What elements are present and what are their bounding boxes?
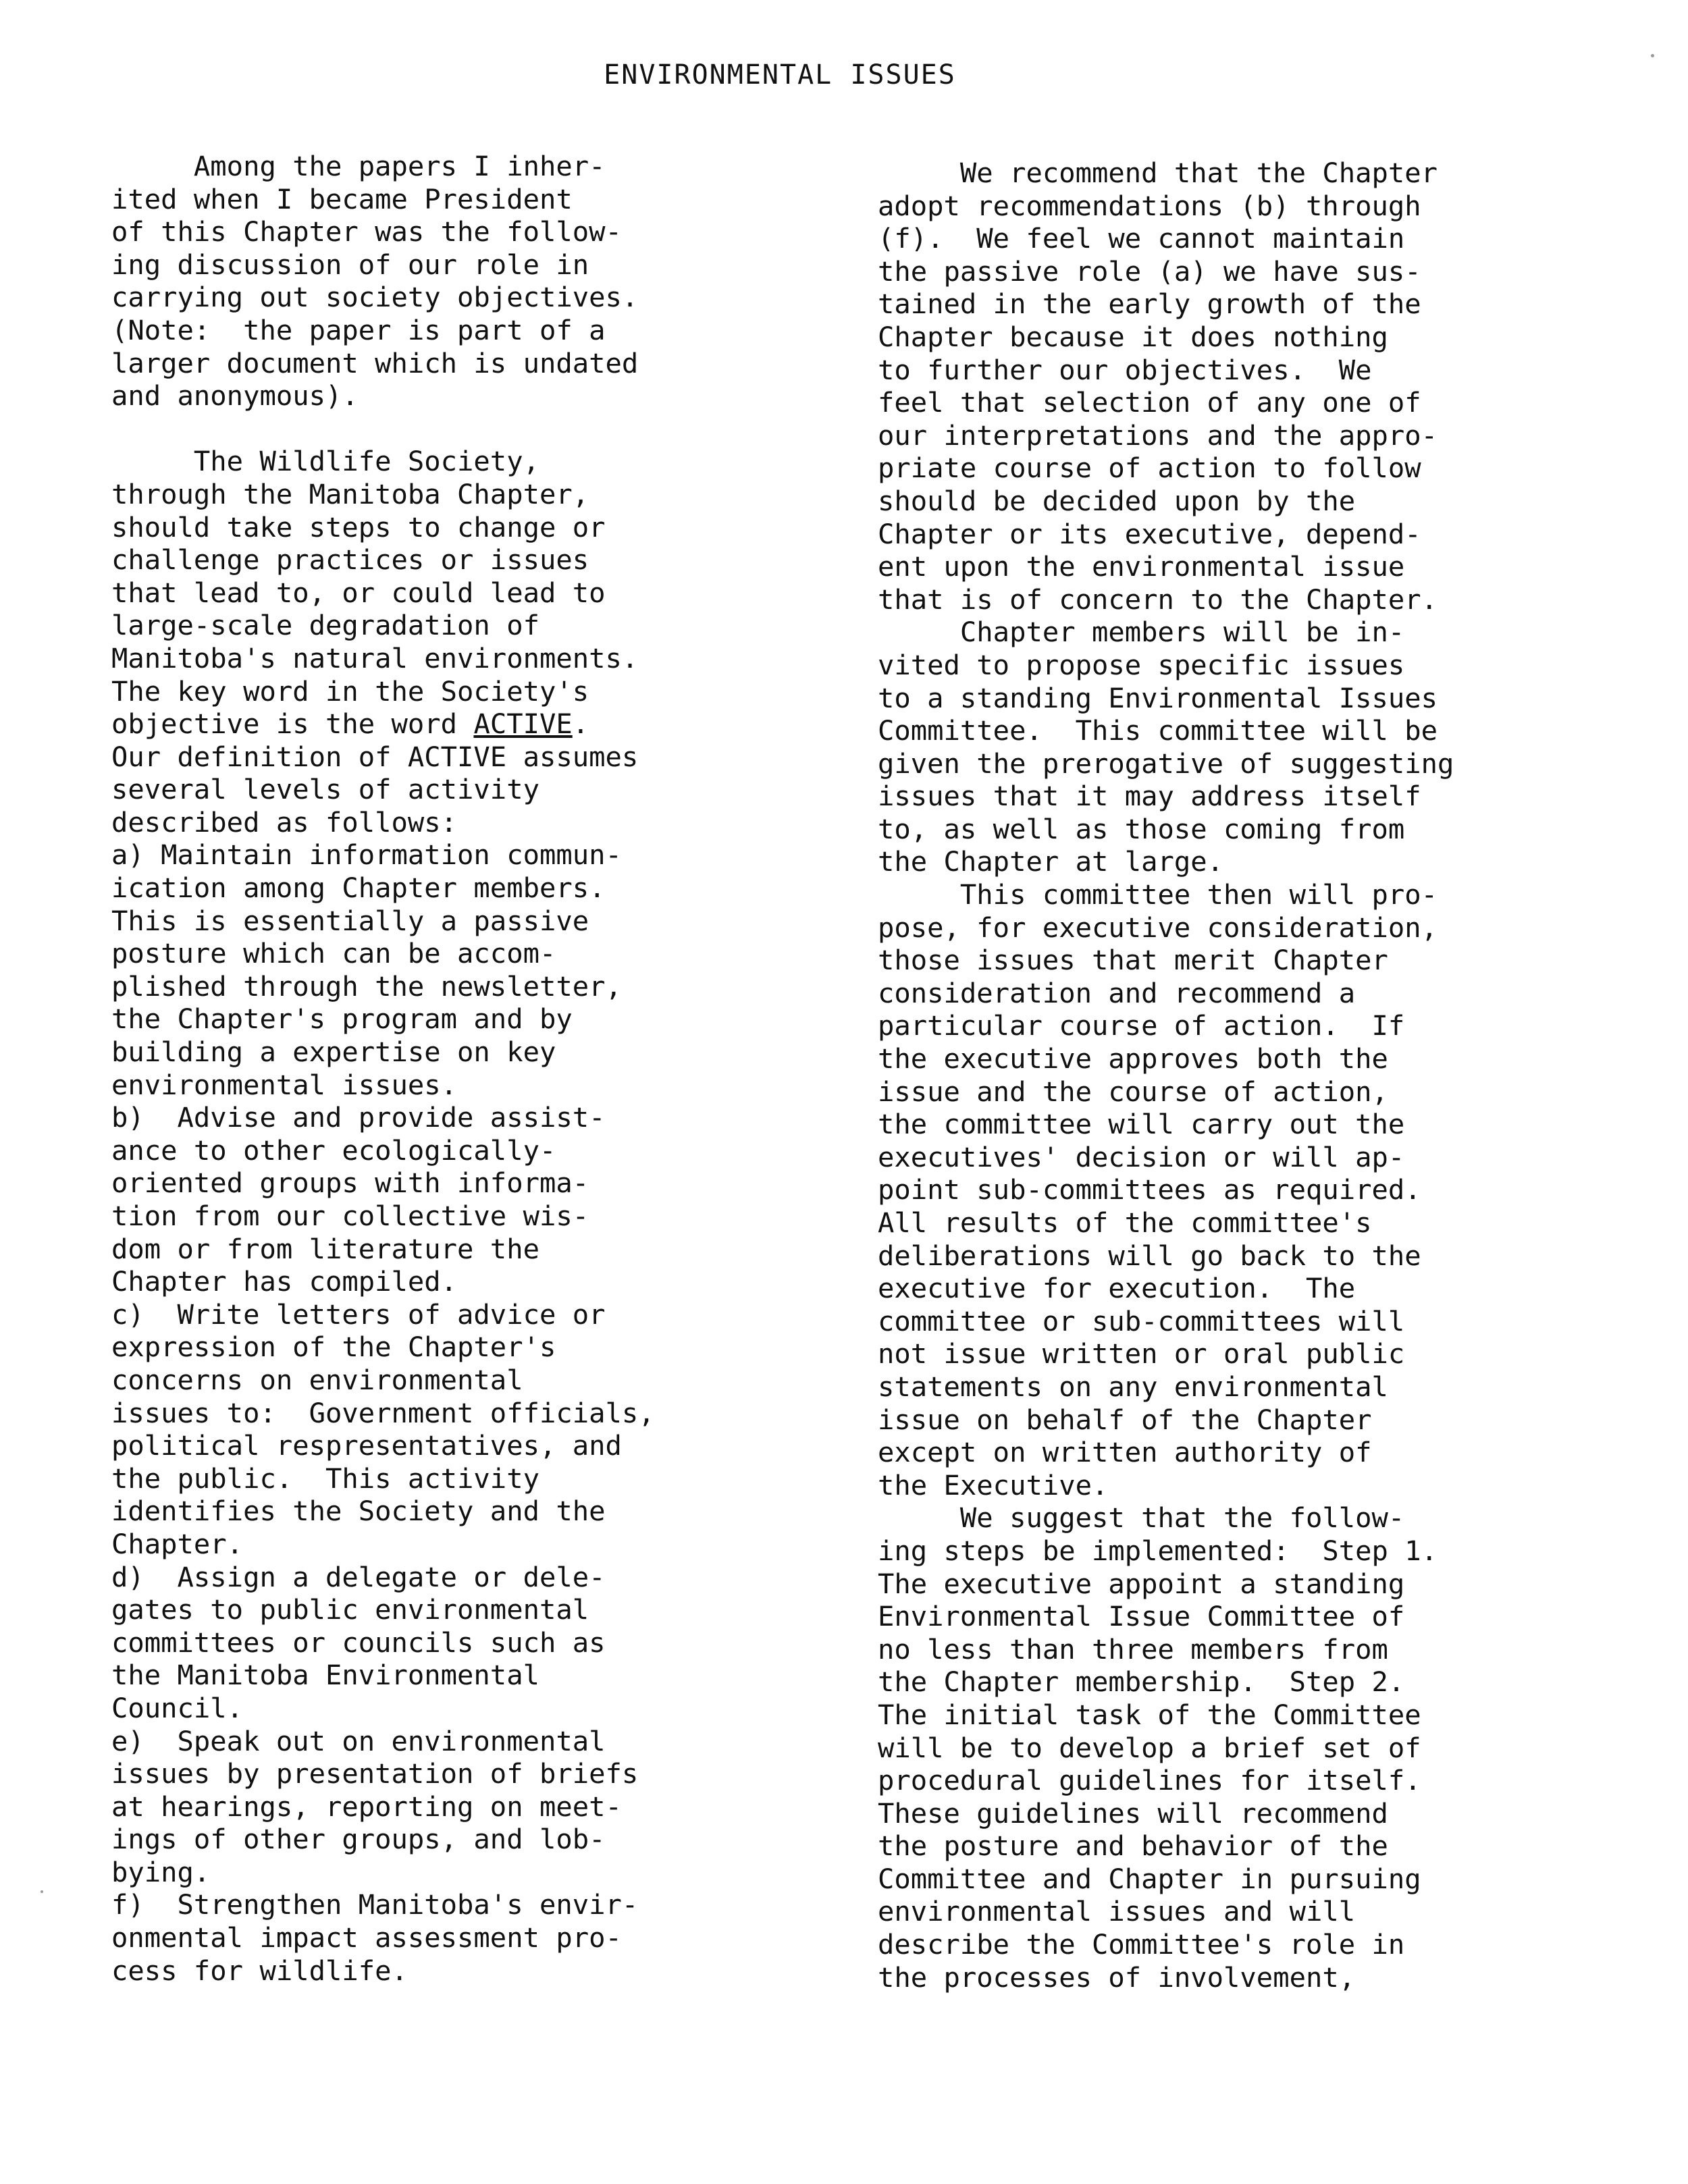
left-column-line: the Manitoba Environmental [111,1659,539,1692]
left-column-line: expression of the Chapter's [111,1331,556,1364]
right-column-line: Chapter because it does nothing [878,320,1388,353]
right-column-line: This committee then will pro- [878,878,1438,911]
left-column-line: described as follows: [111,805,458,838]
left-column-line: carrying out society objectives. [111,281,639,314]
right-column-line: feel that selection of any one of [878,386,1421,419]
right-column-line: issue on behalf of the Chapter [878,1403,1372,1436]
left-column-line: Chapter. [111,1527,244,1560]
right-column-line: the committee will carry out the [878,1108,1405,1141]
right-column-line: issue and the course of action, [878,1075,1388,1108]
left-column-line: Our definition of ACTIVE assumes [111,740,639,773]
page-title: ENVIRONMENTAL ISSUES [604,59,956,90]
left-column-line: dom or from literature the [111,1232,539,1265]
right-column-line: particular course of action. If [878,1009,1405,1042]
right-column-line: the executive approves both the [878,1042,1388,1075]
right-column-line: pose, for executive consideration, [878,911,1438,944]
scan-speck [1651,54,1654,57]
right-column-line: Committee. This committee will be [878,714,1438,747]
left-column-line: environmental issues. [111,1068,458,1101]
left-column-line: at hearings, reporting on meet- [111,1790,622,1823]
left-column-line: d) Assign a delegate or dele- [111,1560,606,1593]
left-column [111,150,655,1987]
right-column-line: ing steps be implemented: Step 1. [878,1534,1438,1567]
right-column-line: to a standing Environmental Issues [878,681,1438,714]
left-column-line: posture which can be accom- [111,937,556,970]
left-column-line: The key word in the Society's [111,674,589,708]
right-column-line: We recommend that the Chapter [878,157,1438,189]
left-column-line: challenge practices or issues [111,543,589,577]
right-column-line: ent upon the environmental issue [878,550,1405,583]
right-column [878,157,1454,1994]
left-column-line: committees or councils such as [111,1626,606,1659]
right-column-line: Chapter members will be in- [878,616,1405,649]
right-column-line: except on written authority of [878,1436,1372,1469]
left-column-line: and anonymous). [111,379,359,412]
left-column-line: political respresentatives, and [111,1429,622,1462]
right-column-line: environmental issues and will [878,1895,1356,1928]
right-column-line: We suggest that the follow- [878,1501,1405,1535]
left-column-line: the Chapter's program and by [111,1003,573,1036]
right-column-line: executives' decision or will ap- [878,1140,1405,1173]
left-column-line: issues by presentation of briefs [111,1757,639,1790]
left-column-line: building a expertise on key [111,1036,556,1069]
right-column-line: our interpretations and the appro- [878,419,1438,452]
left-column-line: b) Advise and provide assist- [111,1101,606,1134]
right-column-line: will be to develop a brief set of [878,1731,1421,1764]
right-column-line: These guidelines will recommend [878,1796,1388,1830]
left-column-line [111,412,655,446]
right-column-line: given the prerogative of suggesting [878,747,1454,780]
right-column-line: that is of concern to the Chapter. [878,583,1438,616]
left-column-line: should take steps to change or [111,510,606,543]
left-column-line: f) Strengthen Manitoba's envir- [111,1888,639,1921]
left-column-line: the public. This activity [111,1462,539,1495]
left-column-line: ication among Chapter members. [111,872,606,905]
scan-speck [41,1890,43,1893]
right-column-line: not issue written or oral public [878,1337,1405,1370]
left-column-line: Council. [111,1691,244,1724]
right-column-line: The executive appoint a standing [878,1567,1405,1600]
right-column-line: the Executive. [878,1468,1109,1501]
right-column-line: those issues that merit Chapter [878,944,1388,977]
left-column-line: onmental impact assessment pro- [111,1921,622,1954]
left-column-line: ings of other groups, and lob- [111,1823,606,1856]
right-column-line: the passive role (a) we have sus- [878,255,1421,288]
right-column-line: issues that it may address itself [878,780,1421,813]
left-column-line: Manitoba's natural environments. [111,641,639,674]
right-column-line: to further our objectives. We [878,353,1372,386]
right-column-line: should be decided upon by the [878,484,1356,517]
right-column-line: Chapter or its executive, depend- [878,517,1421,550]
left-column-line: e) Speak out on environmental [111,1724,606,1757]
right-column-line: vited to propose specific issues [878,648,1405,681]
left-column-line: plished through the newsletter, [111,969,622,1003]
right-column-line: (f). We feel we cannot maintain [878,222,1405,255]
right-column-line: All results of the committee's [878,1206,1372,1239]
left-column-line: tion from our collective wis- [111,1200,589,1232]
right-column-line: priate course of action to follow [878,452,1421,485]
right-column-line: describe the Committee's role in [878,1928,1405,1961]
left-column-line: identifies the Society and the [111,1495,606,1528]
left-column-line: (Note: the paper is part of a [111,313,606,346]
left-column-line: c) Write letters of advice or [111,1298,606,1331]
right-column-line: adopt recommendations (b) through [878,189,1421,222]
right-column-line: consideration and recommend a [878,976,1356,1009]
right-column-line: The initial task of the Committee [878,1698,1421,1731]
left-column-line: Chapter has compiled. [111,1265,458,1298]
right-column-line: Environmental Issue Committee of [878,1600,1405,1633]
left-column-line: oriented groups with informa- [111,1167,589,1200]
left-column-line: gates to public environmental [111,1593,589,1626]
right-column-line: executive for execution. The [878,1272,1356,1305]
left-column-line: through the Manitoba Chapter, [111,477,589,510]
left-column-line: large-scale degradation of [111,609,539,642]
right-column-line: Committee and Chapter in pursuing [878,1862,1421,1895]
left-column-line: of this Chapter was the follow- [111,215,622,248]
left-column-line: This is essentially a passive [111,904,589,937]
left-column-line: The Wildlife Society, [111,445,539,478]
left-column-line: several levels of activity [111,773,539,806]
left-column-line: that lead to, or could lead to [111,576,606,609]
left-column-line: a) Maintain information commun- [111,838,622,872]
left-column-line: Among the papers I inher- [111,150,606,182]
left-column-line: ance to other ecologically- [111,1134,556,1167]
left-column-line: bying. [111,1855,211,1888]
left-column-line: cess for wildlife. [111,1954,408,1987]
right-column-line: deliberations will go back to the [878,1239,1421,1272]
left-column-line: concerns on environmental [111,1363,523,1396]
right-column-line: the Chapter membership. Step 2. [878,1666,1405,1699]
right-column-line: the posture and behavior of the [878,1830,1388,1863]
right-column-line: the Chapter at large. [878,845,1224,878]
right-column-line: tained in the early growth of the [878,288,1421,321]
right-column-line: point sub-committees as required. [878,1173,1421,1206]
left-column-line: larger document which is undated [111,346,639,379]
right-column-line: no less than three members from [878,1632,1388,1666]
right-column-line: statements on any environmental [878,1370,1388,1403]
right-column-line: procedural guidelines for itself. [878,1764,1421,1797]
left-column-line: issues to: Government officials, [111,1396,655,1429]
right-column-line: the processes of involvement, [878,1961,1356,1994]
right-column-line: to, as well as those coming from [878,812,1405,845]
left-column-line: objective is the word ACTIVE. [111,708,589,741]
left-column-line: ited when I became President [111,182,573,215]
left-column-line: ing discussion of our role in [111,248,589,281]
right-column-line: committee or sub-committees will [878,1304,1405,1337]
